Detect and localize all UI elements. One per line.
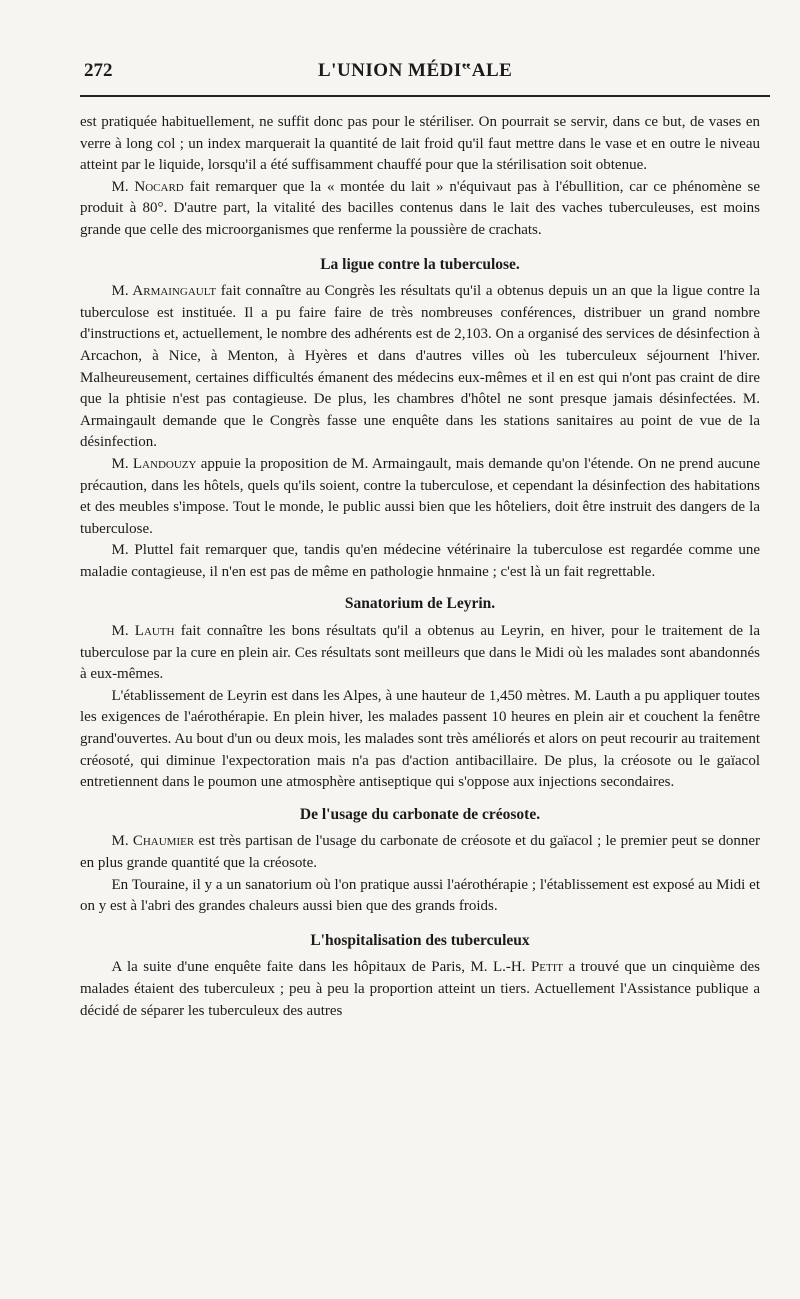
speaker-name: Petit bbox=[530, 959, 564, 976]
speaker-name: M. Landouzy bbox=[111, 455, 197, 472]
section-title-hospitalisation: L'hospitalisation des tuberculeux bbox=[310, 931, 530, 949]
speaker-name: M. Chaumier bbox=[111, 833, 195, 850]
section-title-ligue: La ligue contre la tuberculose. bbox=[320, 255, 520, 273]
leyrin-paragraph: L'établissement de Leyrin est dans les Alpes, à une hauteur de 1,450 mètres. M. Lauth a pu appliquer toutes les exigences de l'aérothérapie. En plein hiver, les malades passent 10 heures en plein air et couchent la fenêtre grand'ouvertes. Au bout d'un ou deux mois, les malades sont très améliorés et alors on peut recourir au traitement créosoté, qui diminue l'expectoration mais n'a pas d'action antibacillaire. De plus, la créosote ou le gaïacol entretiennent dans le poumon une atmosphère antiseptique qui s'oppose aux injections secondaires. bbox=[80, 687, 760, 791]
petit-paragraph bbox=[80, 957, 760, 1022]
armaingault-paragraph bbox=[80, 281, 760, 454]
landouzy-paragraph bbox=[80, 454, 760, 540]
paragraph-text: fait connaître au Congrès les résultats qu'il a obtenus depuis un an que la ligue contre la tuberculose est instituée. Il a pu faire faire de très nombreuses conférences, distribuer un grand nombre d'instructions et, actuellement, le nombre des adhérents est de 2,103. On a organisé des services de désinfection à Arcachon, à Nice, à Menton, à Hyères et dans d'autres villes où les tuberculeux séjournent l'hiver. Malheureusement, certaines difficultés émanent des médecins eux-mêmes et il en est qui n'ont pas craint de dire que la phtisie n'est pas contagieuse. De plus, les chambres d'hôtel ne sont presque jamais désinfectées. M. Armaingault demande que le Congrès fasse une enquête dans les stations sanitaires au point de vue de la désinfection. bbox=[80, 283, 760, 451]
running-title: L'UNION MÉDI‟ALE bbox=[318, 60, 513, 81]
paragraph-text: a trouvé que un cinquième des malades étaient des tuberculeux ; peu à peu la proportion atteint un tiers. Actuellement l'Assistance publique a décidé de séparer les tuberculeux des autres bbox=[80, 959, 760, 1019]
paragraph-text: fait connaître les bons résultats qu'il a obtenus au Leyrin, en hiver, pour le traitement de la tuberculose par la cure en plein air. Ces résultats sont meilleurs que dans le Midi où les malades sont abandonnés à eux-mêmes. bbox=[80, 623, 760, 683]
nocard-paragraph bbox=[80, 177, 760, 242]
intro-paragraph: est pratiquée habituellement, ne suffit donc pas pour le stériliser. On pourrait se servir, dans ce but, de vases en verre à long col ; un index marquerait la quantité de lait froid qu'il faut mettre dans le vase et en outre le niveau atteint par le liquide, lorsqu'il a été suffisamment chauffé pour que la stérilisation soit obtenue. bbox=[80, 114, 760, 174]
lauth-paragraph bbox=[80, 621, 760, 686]
speaker-name: M. Armaingault bbox=[111, 283, 217, 300]
page-header bbox=[80, 50, 770, 90]
paragraph-text: appuie la proposition de M. Armaingault, mais demande qu'on l'étende. On ne prend aucune précaution, dans les hôtels, quels qu'ils soient, contre la tuberculose, et cependant la désinfection des habitations et des meubles s'impose. Tout le monde, le public aussi bien que les hôteliers, doit être instruit des dangers de la tuberculose. bbox=[80, 455, 760, 537]
paragraph-text: A la suite d'une enquête faite dans les hôpitaux de Paris, M. L.-H. bbox=[111, 959, 531, 976]
section-title-creosote: De l'usage du carbonate de créosote. bbox=[299, 805, 541, 823]
paragraph-text: est très partisan de l'usage du carbonate de créosote et du gaïacol ; le premier peut se donner en plus grande quantité que la créosote. bbox=[80, 833, 760, 871]
article-body bbox=[80, 112, 760, 1022]
speaker-name: M. Nocard bbox=[111, 178, 184, 195]
page-number: 272 bbox=[84, 60, 113, 81]
section-title-sanatorium: Sanatorium de Leyrin. bbox=[344, 595, 496, 613]
header-rule bbox=[80, 95, 770, 97]
chaumier-paragraph bbox=[80, 831, 760, 874]
speaker-name: M. Lauth bbox=[111, 623, 175, 640]
paragraph-text: fait remarquer que la « montée du lait » n'équivaut pas à l'ébullition, car ce phénomène se produit à 80°. D'autre part, la vitalité des bacilles contenus dans le lait des vaches tuberculeuses, est moins grande que celle des microorganismes que renferme la poussière de crachats. bbox=[80, 178, 760, 238]
touraine-paragraph: En Touraine, il y a un sanatorium où l'on pratique aussi l'aérothérapie ; l'établissement est exposé au Midi et on y est à l'abri des grandes chaleurs aussi bien que des grands froids. bbox=[80, 876, 760, 915]
pluttel-paragraph: M. Pluttel fait remarquer que, tandis qu'en médecine vétérinaire la tuberculose est regardée comme une maladie contagieuse, il n'en est pas de même en pathologie hnmaine ; c'est là un fait regrettable. bbox=[80, 542, 760, 580]
